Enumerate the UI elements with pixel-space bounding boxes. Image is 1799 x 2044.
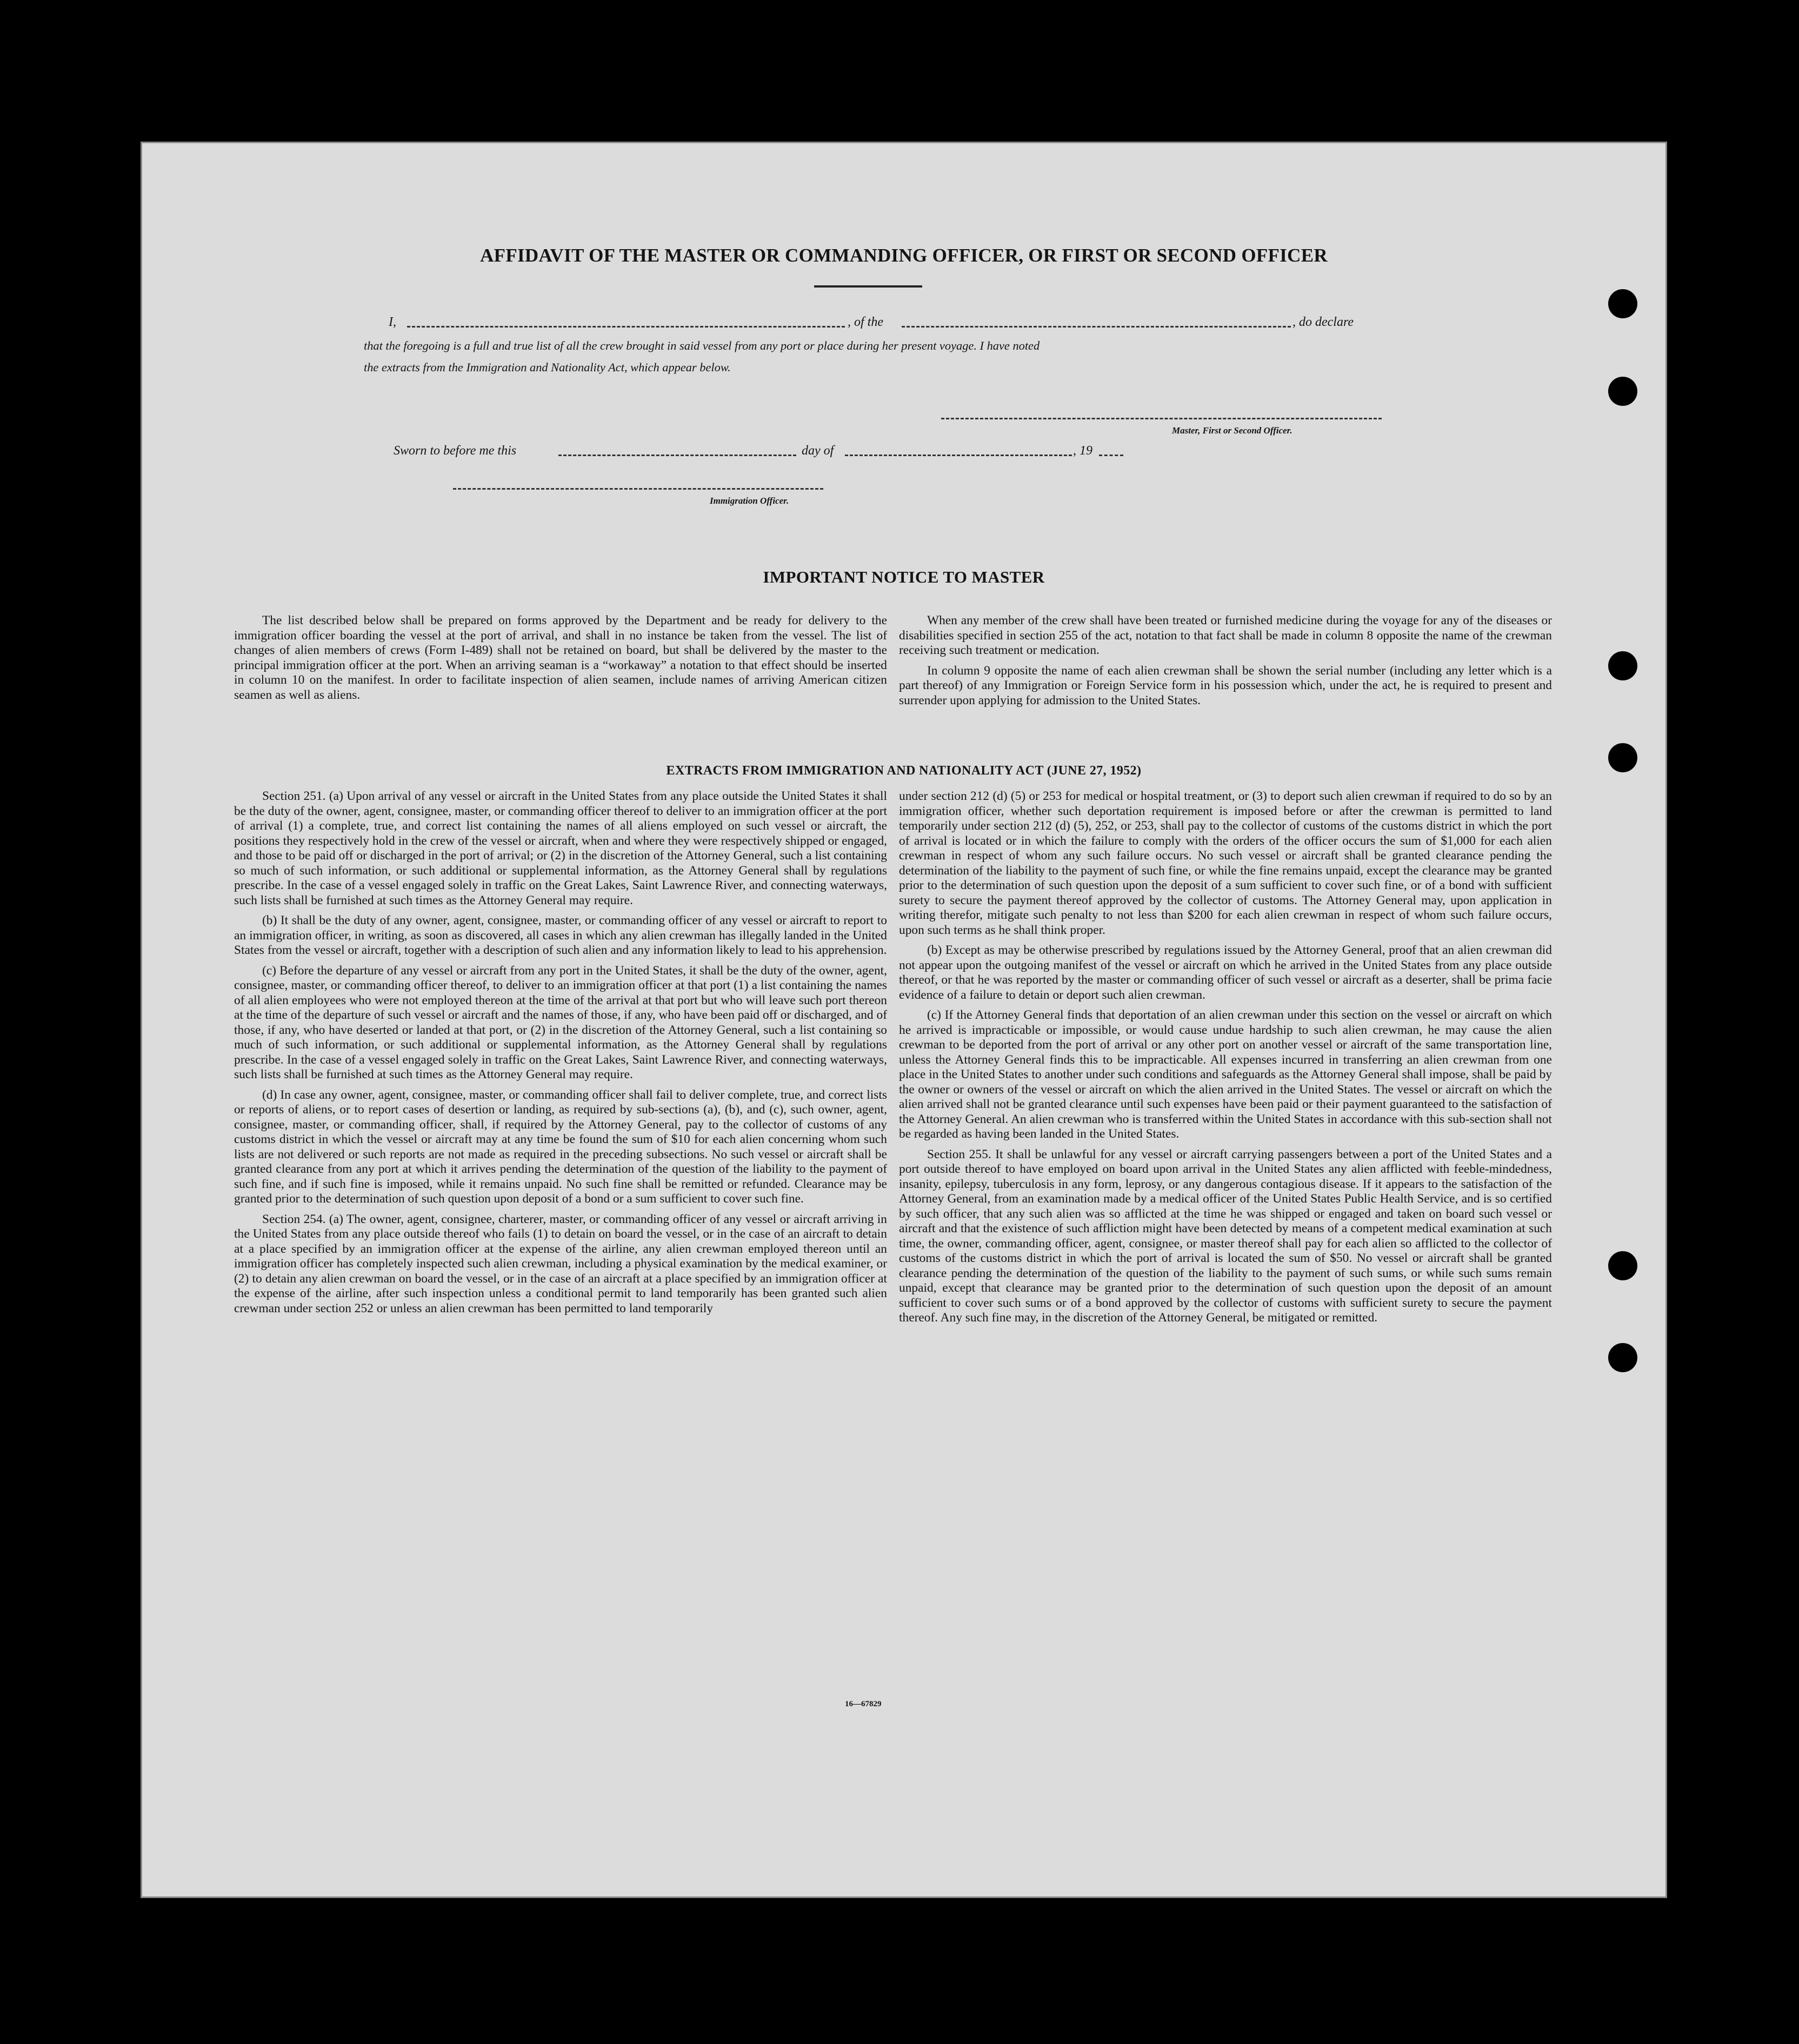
of-the-label: , of the <box>848 315 883 329</box>
sworn-month-field[interactable] <box>845 455 1072 456</box>
name-field[interactable] <box>407 326 845 328</box>
i-label: I, <box>389 315 396 329</box>
master-signature-field[interactable] <box>941 418 1382 419</box>
declaration-line-2: the extracts from the Immigration and Nationality Act, which appear below. <box>364 360 731 374</box>
sworn-year-field[interactable] <box>1099 455 1123 456</box>
section-paragraph: Section 255. It shall be unlawful for any vessel or aircraft carrying passengers between a port of the United States and a port outside thereof to have employed on board upon arrival in the United States any alien afflicted with feeble-mindedness, insanity, epilepsy, tuberculosis in any form, leprosy, or any dangerous contagious disease. If it appears to the satisfaction of the Attorney General, from an examination made by a medical officer of the United States Public Health Service, and is so certified by such officer, that any such alien was so afflicted at the time he was shipped or engaged and taken on board such vessel or aircraft and that the existence of such affliction might have been detected by means of a competent medical examination at such time, the owner, commanding officer, agent, consignee, or master thereof shall pay for each alien so afflicted to the collector of customs of the customs district in which the port of arrival is located the sum of $50. No vessel or aircraft shall be granted clearance pending the determination of the question of the liability to the payment of such sums, or while such sums remain unpaid, except that clearance may be granted prior to the determination of such question upon the deposit of an amount sufficient to cover such sums or of a bond approved by the collector of customs with sufficient surety to secure the payment thereof. Any such fine may, in the discretion of the Attorney General, be mitigated or remitted. <box>899 1147 1552 1325</box>
section-paragraph: Section 251. (a) Upon arrival of any vessel or aircraft in the United States from any place outside the United States it shall be the duty of the owner, agent, consignee, master, or commanding officer thereof to deliver to an immigration officer at the port of arrival (1) a complete, true, and correct list containing the names of all aliens employed on such vessel or aircraft, the positions they respectively hold in the crew of the vessel or aircraft, when and where they were respectively shipped or engaged, and those to be paid off or discharged in the port of arrival; or (2) in the discretion of the Attorney General, such a list containing so much of such information, or such additional or supplemental information, as the Attorney General shall by regulations prescribe. In the case of a vessel engaged solely in traffic on the Great Lakes, Saint Lawrence River, and connecting waterways, such lists shall be furnished at such times as the Attorney General may require. <box>234 789 887 907</box>
section-paragraph: Section 254. (a) The owner, agent, consignee, charterer, master, or commanding officer of any vessel or aircraft arriving in the United States from any place outside thereof who fails (1) to detain on board the vessel, or in the case of an aircraft to detain at a place specified by an immigration officer at the expense of the airline, any alien crewman employed thereon until an immigration officer has completely inspected such alien crewman, including a physical examination by the medical examiner, or (2) to detain any alien crewman on board the vessel, or in the case of an aircraft at a place specified by an immigration officer at the expense of the airline, after such inspection unless a conditional permit to land temporarily has been granted such alien crewman under section 252 or unless an alien crewman has been permitted to land temporarily <box>234 1212 887 1315</box>
notice-title: IMPORTANT NOTICE TO MASTER <box>763 567 1045 586</box>
year-label: , 19 <box>1073 444 1092 458</box>
section-paragraph: under section 212 (d) (5) or 253 for medical or hospital treatment, or (3) to deport such alien crewman if required to do so by an immigration officer, whether such deportation requirement is imposed before or after the crewman is permitted to land temporarily under section 212 (d) (5), 252, or 253, shall pay to the collector of customs of the customs district in which the port of arrival is located or in which the failure to comply with the orders of the officer occurs the sum of $1,000 for each alien crewman in respect of whom any such failure occurs. No such vessel or aircraft shall be granted clearance pending the determination of the liability to the payment of such fine, or while the fine remains unpaid, except the clearance may be granted prior to the determination of such question upon the deposit of a sum sufficient to cover such fine, or of a bond with sufficient surety to secure the payment thereof approved by the collector of customs. The Attorney General may, upon application in writing therefor, mitigate such penalty to not less than $200 for each alien crewman in respect of whom such failure occurs, upon such terms as he shall think proper. <box>899 789 1552 937</box>
master-caption: Master, First or Second Officer. <box>1172 425 1292 436</box>
declaration-line-1: that the foregoing is a full and true list of all the crew brought in said vessel from any port or place during her present voyage. I have noted <box>364 339 1040 352</box>
notice-left-column <box>234 613 887 708</box>
extracts-title: EXTRACTS FROM IMMIGRATION AND NATIONALITY ACT (JUNE 27, 1952) <box>666 764 1142 778</box>
section-paragraph: (c) If the Attorney General finds that deportation of an alien crewman under this section on the vessel or aircraft on which he arrived is impracticable or impossible, or would cause undue hardship to such alien crewman, he may cause the alien crewman to be deported from the port of arrival or any other port on another vessel or aircraft of the same transportation line, unless the Attorney General finds this to be impracticable. All expenses incurred in transferring an alien crewman from one place in the United States to another under such conditions and safeguards as the Attorney General shall impose, shall be paid by the owner or owners of the vessel or aircraft on which the alien arrived in the United States. The vessel or aircraft on which the alien arrived shall not be granted clearance until such expenses have been paid or their payment guaranteed to the satisfaction of the Attorney General. An alien crewman who is transferred within the United States in accordance with this sub-section shall not be regarded as having been landed in the United States. <box>899 1008 1552 1141</box>
section-paragraph: (c) Before the departure of any vessel or aircraft from any port in the United States, it shall be the duty of the owner, agent, consignee, master, or commanding officer thereof, to deliver to an immigration officer at that port (1) a list containing the names of all alien employees who were not employed thereon at the time of the arrival at that port but who will leave such port thereon at the time of the departure of such vessel or aircraft and the names of those, if any, who have been paid off or discharged, and of those, if any, who have deserted or landed at that port, or (2) in the discretion of the Attorney General, such a list containing so much of such information, or such additional or supplemental information, as the Attorney General shall by regulations prescribe. In the case of a vessel engaged solely in traffic on the Great Lakes, Saint Lawrence River, and connecting waterways, such lists shall be furnished at such times as the Attorney General may require. <box>234 963 887 1081</box>
notice-paragraph: In column 9 opposite the name of each alien crewman shall be shown the serial number (including any letter which is a part thereof) of any Immigration or Foreign Service form in his possession which, under the act, he is required to present and surrender upon applying for admission to the United States. <box>899 663 1552 707</box>
extracts-left-column <box>234 789 887 1321</box>
section-paragraph: (b) It shall be the duty of any owner, agent, consignee, master, or commanding officer of any vessel or aircraft to report to an immigration officer, in writing, as soon as discovered, all cases in which any alien crewman has illegally landed in the United States from the vessel or aircraft, together with a description of such alien and any information likely to lead to his apprehension. <box>234 913 887 957</box>
day-of-label: day of <box>802 444 834 458</box>
title-underline <box>814 285 922 288</box>
punch-hole <box>1608 1343 1637 1372</box>
extracts-right-column <box>899 789 1552 1331</box>
officer-caption: Immigration Officer. <box>710 496 789 506</box>
form-number: 16—67829 <box>845 1700 882 1708</box>
punch-hole <box>1608 651 1637 680</box>
vessel-field[interactable] <box>902 326 1291 328</box>
section-paragraph: (d) In case any owner, agent, consignee, master, or commanding officer shall fail to deliver complete, true, and correct lists or reports of aliens, or to report cases of desertion or landing, as required by sub-sections (a), (b), and (c), such owner, agent, consignee, master, or commanding officer, shall, if required by the Attorney General, pay to the collector of customs of any customs district in which the vessel or aircraft may at any time be found the sum of $10 for each alien concerning whom such lists are not delivered or such reports are not made as required in the preceding subsections. No such vessel or aircraft shall be granted clearance from any port at which it arrives pending the determination of the question of the liability to the payment of such fine, and if such fine is imposed, while it remains unpaid. No such fine shall be remitted or refunded. Clearance may be granted prior to the determination of such question upon deposit of a bond or a sum sufficient to cover such fine. <box>234 1087 887 1206</box>
notice-paragraph: When any member of the crew shall have been treated or furnished medicine during the voyage for any of the diseases or disabilities specified in section 255 of the act, notation to that fact shall be made in column 8 opposite the name of the crewman receiving such treatment or medication. <box>899 613 1552 657</box>
punch-hole <box>1608 289 1637 318</box>
notice-paragraph: The list described below shall be prepared on forms approved by the Department and be ready for delivery to the immigration officer boarding the vessel at the port of arrival, and shall in no instance be taken from the vessel. The list of changes of alien members of crews (Form I-489) shall not be retained on board, but shall be delivered by the master to the principal immigration officer at the port. When an arriving seaman is a “workaway” a notation to that effect should be inserted in column 10 on the manifest. In order to facilitate inspection of alien seamen, include names of arriving American citizen seamen as well as aliens. <box>234 613 887 702</box>
notice-right-column <box>899 613 1552 713</box>
do-declare-label: , do declare <box>1292 315 1354 329</box>
sworn-label: Sworn to before me this <box>394 444 517 458</box>
document-page <box>141 142 1667 1898</box>
sworn-day-field[interactable] <box>558 455 796 456</box>
punch-hole <box>1608 1251 1637 1280</box>
punch-hole <box>1608 377 1637 406</box>
section-paragraph: (b) Except as may be otherwise prescribed by regulations issued by the Attorney General, proof that an alien crewman did not appear upon the outgoing manifest of the vessel or aircraft on which he arrived in the United States from any place outside thereof, or that he was reported by the master or commanding officer of such vessel or aircraft as a deserter, shall be prima facie evidence of a failure to detain or deport such alien crewman. <box>899 943 1552 1002</box>
officer-signature-field[interactable] <box>453 488 823 490</box>
affidavit-title: AFFIDAVIT OF THE MASTER OR COMMANDING OFFICER, OR FIRST OR SECOND OFFICER <box>480 245 1328 266</box>
